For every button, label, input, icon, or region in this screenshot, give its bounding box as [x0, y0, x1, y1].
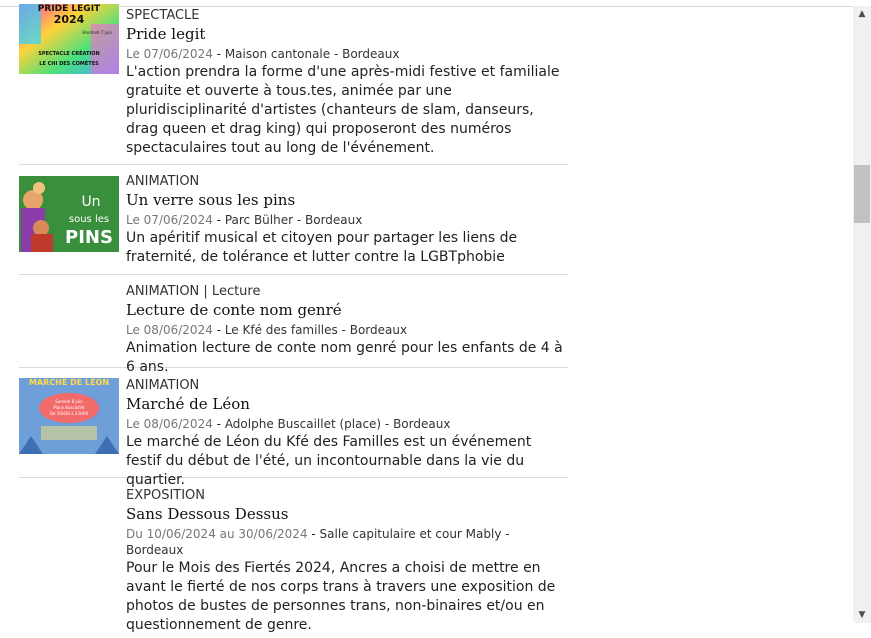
poster-title: PRIDE LEGIT	[37, 4, 101, 14]
event-place: Parc Bülher - Bordeaux	[224, 213, 363, 227]
event-meta: Le 08/06/2024 - Adolphe Buscaillet (place) - Bordeaux	[126, 417, 451, 431]
event-category: ANIMATION | Lecture	[126, 284, 261, 299]
poster-word-sous-les: sous les	[68, 214, 110, 225]
event-date: Le 08/06/2024	[126, 417, 213, 431]
event-meta: Le 07/06/2024 - Maison cantonale - Bordeaux	[126, 47, 400, 61]
event-description: Animation lecture de conte nom genré pour les enfants de 4 à 6 ans.	[126, 340, 563, 375]
event-thumbnail[interactable]	[19, 4, 119, 74]
event-list	[19, 0, 568, 633]
event-item[interactable]	[19, 0, 568, 165]
event-title[interactable]: Lecture de conte nom genré	[126, 301, 342, 319]
scroll-down-arrow-icon[interactable]: ▼	[858, 610, 866, 620]
event-place: Salle capitulaire et cour Mably - Bordeaux	[126, 527, 510, 557]
poster-date: Vendredi 7 juin	[81, 30, 113, 35]
event-category: ANIMATION	[126, 174, 200, 189]
event-date: Le 08/06/2024	[126, 323, 213, 337]
event-date: Le 07/06/2024	[126, 47, 213, 61]
event-place: Maison cantonale - Bordeaux	[224, 47, 400, 61]
event-date: Du 10/06/2024 au 30/06/2024	[126, 527, 308, 541]
event-description: L'action prendra la forme d'une après-midi festive et familiale gratuite et ouverte à tous.tes, animée par une pluridisciplinarité d'artistes (chanteurs de slam, danseurs, drag queen et drag king) qui proposeront des numéros spectaculaires tout au long de l'événement.	[126, 64, 560, 156]
event-meta: Le 07/06/2024 - Parc Bülher - Bordeaux	[126, 213, 363, 227]
event-date: Le 07/06/2024	[126, 213, 213, 227]
event-description: Un apéritif musical et citoyen pour partager les liens de fraternité, de tolérance et lutter contre la LGBTphobie	[126, 230, 518, 265]
event-category: EXPOSITION	[126, 488, 206, 503]
scroll-up-arrow-icon[interactable]: ▲	[858, 9, 866, 19]
event-item[interactable]	[19, 368, 568, 488]
event-meta: Du 10/06/2024 au 30/06/2024 - Salle capitulaire et cour Mably - Bordeaux	[126, 527, 510, 557]
marche-de-leon-poster	[19, 378, 119, 454]
poster-subtitle: SPECTACLE CRÉATION	[38, 51, 100, 57]
event-title[interactable]: Marché de Léon	[126, 395, 250, 413]
event-category: SPECTACLE	[126, 8, 200, 23]
event-category: ANIMATION	[126, 378, 200, 393]
event-meta: Le 08/06/2024 - Le Kfé des familles - Bordeaux	[126, 323, 408, 337]
poster-company: LE CHI DES COMÈTES	[39, 61, 99, 67]
event-item[interactable]	[19, 275, 568, 375]
un-verre-poster	[19, 176, 119, 252]
event-title[interactable]: Un verre sous les pins	[126, 191, 296, 209]
event-item[interactable]	[19, 165, 568, 275]
event-item[interactable]	[19, 478, 568, 638]
pride-legit-poster	[19, 4, 119, 74]
poster-word-pins: PINS	[65, 227, 113, 248]
event-description: Le marché de Léon du Kfé des Familles est un événement festif du début de l'été, un incontournable dans la vie du quartier.	[126, 434, 532, 488]
event-thumbnail[interactable]	[19, 176, 119, 252]
event-place: Adolphe Buscaillet (place) - Bordeaux	[224, 417, 451, 431]
event-description: Pour le Mois des Fiertés 2024, Ancres a choisi de mettre en avant le fierté de nos corps trans à travers une exposition de photos de bustes de personnes trans, non-binaires et/ou en questionnement de genre.	[126, 560, 556, 633]
poster-word-un: Un	[81, 194, 101, 210]
event-title[interactable]: Sans Dessous Dessus	[126, 505, 289, 523]
event-title[interactable]: Pride legit	[126, 25, 206, 43]
poster-place: Place Buscaillet	[53, 405, 85, 410]
poster-title: MARCHÉ DE LÉON	[28, 378, 110, 387]
poster-date: Samedi 8 juin	[55, 399, 83, 404]
vertical-scrollbar[interactable]	[853, 6, 871, 623]
event-thumbnail[interactable]	[19, 378, 119, 454]
poster-year: 2024	[53, 13, 85, 26]
scrollbar-thumb[interactable]	[854, 165, 870, 223]
poster-hours: De 10H30 à 22H00	[49, 411, 89, 416]
event-place: Le Kfé des familles - Bordeaux	[224, 323, 408, 337]
